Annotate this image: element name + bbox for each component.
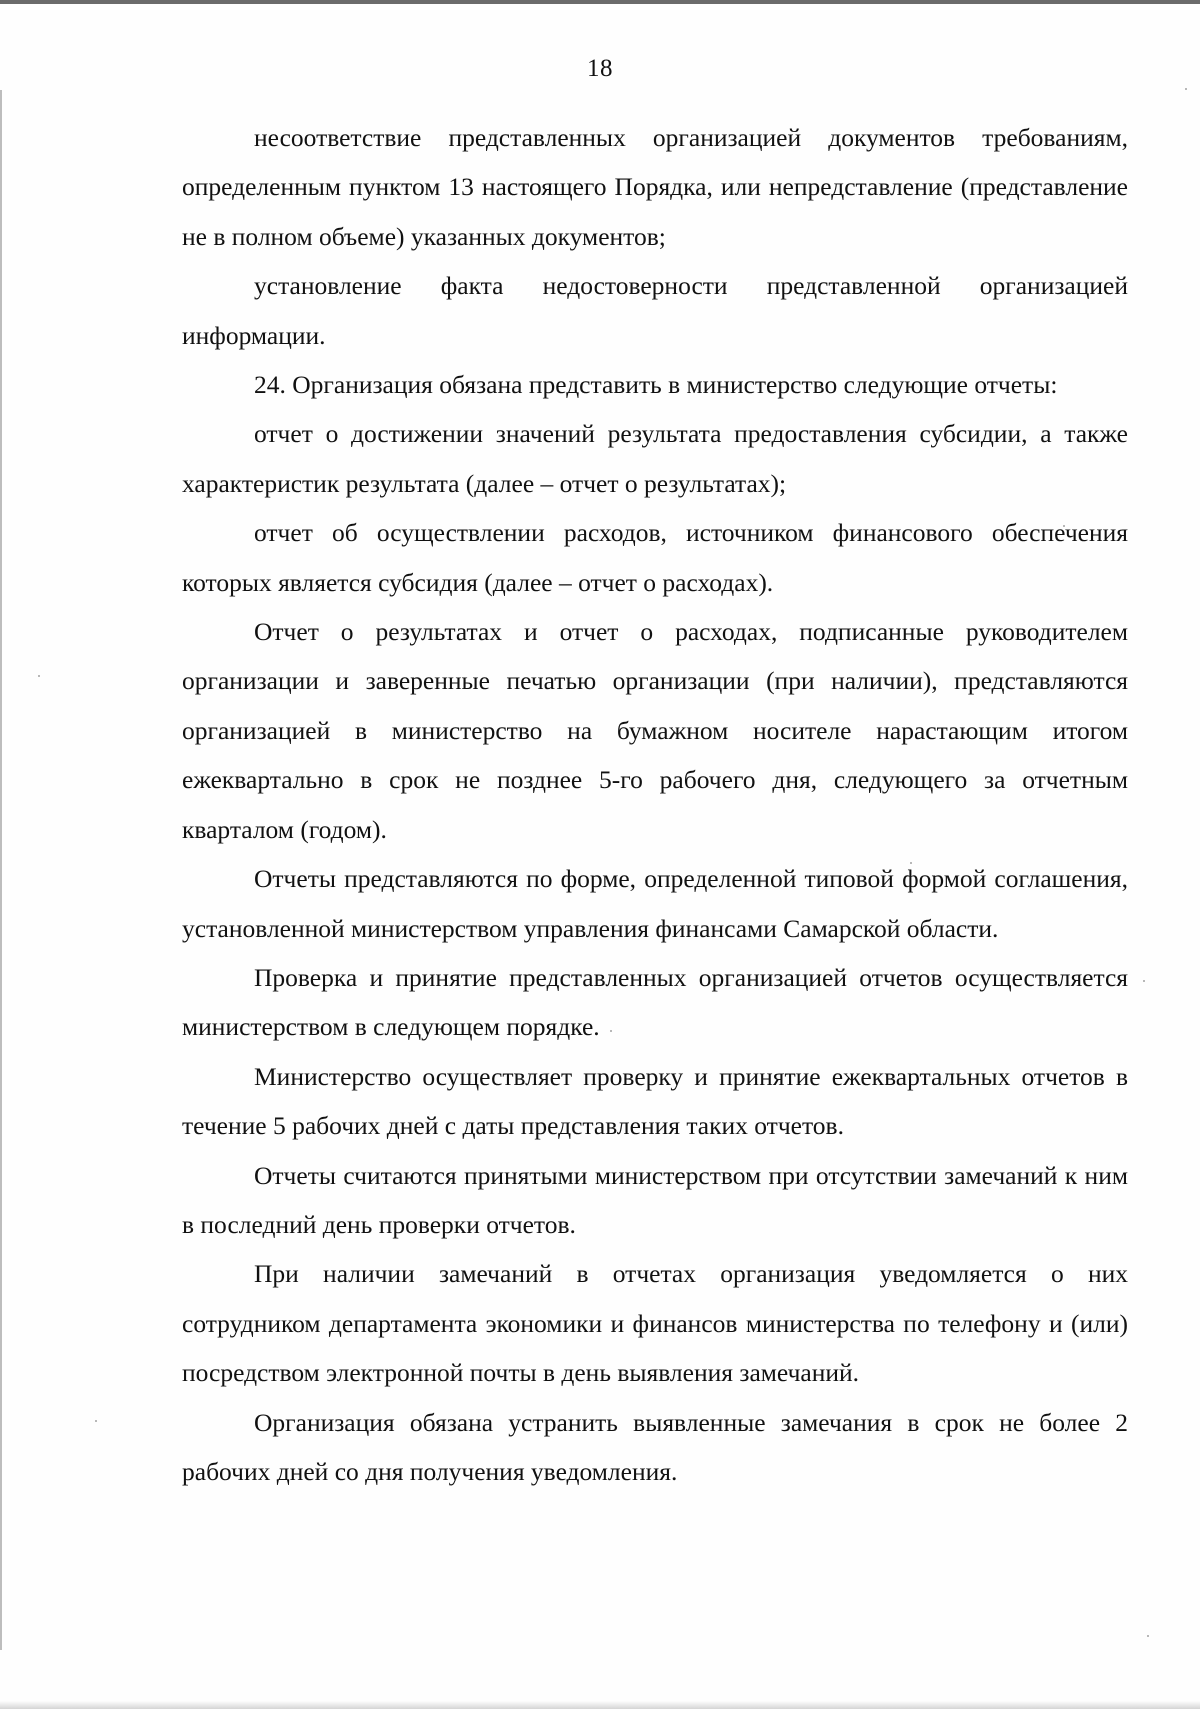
- scan-speck: [38, 675, 40, 677]
- scan-speck: [1147, 1635, 1149, 1637]
- document-body: [182, 113, 1128, 1496]
- scan-left-edge: [0, 90, 2, 1650]
- paragraph: Министерство осуществляет проверку и принятие ежеквартальных отчетов в течение 5 рабочих дней с даты представления таких отчетов.: [182, 1061, 1128, 1141]
- scan-bottom-edge: [0, 1701, 1200, 1709]
- scan-speck: [1185, 88, 1187, 90]
- paragraph: Отчет о результатах и отчет о расходах, подписанные руководителем организации и заверенные печатью организации (при наличии), представляются организацией в министерство на бумажном носителе нарастающим итогом ежеквартально в срок не позднее 5-го рабочего дня, следующего за отчетным кварталом (годом).: [182, 617, 1128, 844]
- paragraph: отчет о достижении значений результата предоставления субсидии, а также характеристик результата (далее – отчет о результатах);: [182, 419, 1128, 498]
- page-number: 18: [587, 55, 613, 82]
- paragraph: установление факта недостоверности представленной организацией информации.: [182, 271, 1128, 350]
- paragraph: отчет об осуществлении расходов, источником финансового обеспечения которых является субсидия (далее – отчет о расходах).: [182, 518, 1128, 597]
- paragraph: Отчеты считаются принятыми министерством при отсутствии замечаний к ним в последний день проверки отчетов.: [182, 1160, 1128, 1239]
- paragraph: Отчеты представляются по форме, определенной типовой формой соглашения, установленной министерством управления финансами Самарской области.: [182, 864, 1128, 943]
- paragraph: При наличии замечаний в отчетах организация уведомляется о них сотрудником департамента экономики и финансов министерства по телефону и (или) посредством электронной почты в день выявления замечаний.: [182, 1259, 1128, 1388]
- paragraph: несоответствие представленных организацией документов требованиям, определенным пунктом 13 настоящего Порядка, или непредставление (представление не в полном объеме) указанных документов;: [182, 123, 1128, 251]
- paragraph: 24. Организация обязана представить в министерство следующие отчеты:: [254, 370, 1058, 400]
- paragraph: Организация обязана устранить выявленные замечания в срок не более 2 рабочих дней со дня получения уведомления.: [182, 1407, 1128, 1486]
- scan-speck: [95, 1420, 97, 1422]
- scan-top-edge: [0, 0, 1200, 4]
- paragraph: Проверка и принятие представленных организацией отчетов осуществляется министерством в следующем порядке.: [182, 962, 1128, 1042]
- scan-speck: [1143, 980, 1145, 982]
